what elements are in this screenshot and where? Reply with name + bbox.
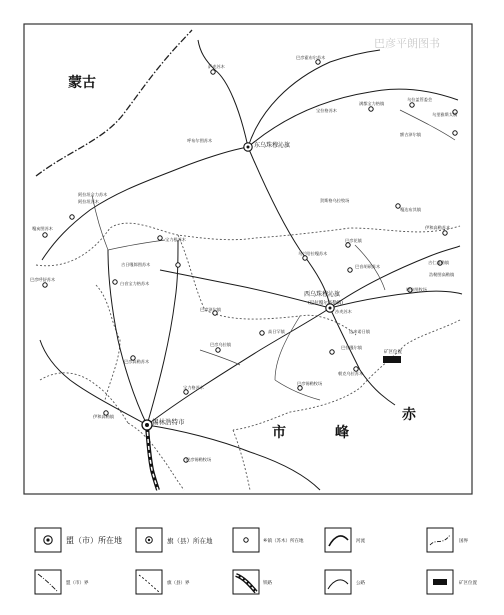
place-label: 宝力根苏木 <box>165 237 186 242</box>
mine-label: 矿区位置 <box>384 350 402 355</box>
city-label-xilinhot: 锡林浩特市 <box>152 418 185 426</box>
legend-swatch-highway <box>325 570 351 594</box>
legend-label-league-boundary: 盟（市）界 <box>66 581 89 586</box>
place-label: 巴音胡硕苏木 <box>355 264 381 269</box>
place-label: 乌拉盖管委会 <box>407 97 433 102</box>
place-label: 浩勒图高勒镇 <box>429 272 455 277</box>
legend-label-national-boundary: 国界 <box>459 539 468 544</box>
region-label-shi: 市 <box>272 425 286 441</box>
place-label: 巴彦霍布尔苏木 <box>296 55 326 60</box>
place-label: 宝力格苏木 <box>183 385 204 390</box>
place-label: 阿拉坦合力苏木 <box>78 192 108 197</box>
place-label: 嘎达布其镇 <box>400 207 421 212</box>
legend-label-township: 乡镇（苏木）所在地 <box>263 539 304 544</box>
city-sublabel-xiwu: (巴拉嘎尔高勒镇) <box>308 301 344 306</box>
place-label: 高日罕镇 <box>268 329 285 334</box>
place-label: 萨麦苏木 <box>208 64 225 69</box>
legend-label-railway: 铁路 <box>263 581 272 586</box>
mine-location-marker <box>383 356 401 363</box>
banner-seat-marker-dongwu <box>244 143 252 151</box>
place-label: 嘎亥图苏木 <box>32 226 53 231</box>
place-label: 朝克乌拉苏木 <box>338 371 364 376</box>
region-label-mongolia: 蒙古 <box>68 75 96 91</box>
region-label-feng: 峰 <box>335 425 349 441</box>
place-label: 巴彦呼舒苏木 <box>30 277 56 282</box>
place-label: 呼布尔图苏木 <box>187 138 213 143</box>
legend-label-league-seat: 盟（市）所在地 <box>66 536 122 545</box>
legend-label-highway: 公路 <box>356 581 365 586</box>
legend-label-banner-boundary: 旗（县）界 <box>167 581 190 586</box>
place-label: 额吉淖尔镇 <box>400 132 421 137</box>
place-label: 巴彦高勒苏木 <box>124 359 150 364</box>
legend-swatch-national-boundary <box>427 528 453 552</box>
place-label: 巴拉嘎尔镇 <box>341 345 362 350</box>
corner-title: 巴彦平朗图书 <box>374 37 440 50</box>
place-label: 吉仁高勒镇 <box>428 260 449 265</box>
place-label: 巴彦锡勒牧场 <box>186 457 212 462</box>
place-label: 乌兰哈拉嘎苏木 <box>298 251 328 256</box>
place-label: 沙麦苏木 <box>335 309 352 314</box>
league-seat-marker-xilinhot <box>142 420 152 430</box>
place-label: 宝拉格苏木 <box>316 108 337 113</box>
place-label: 阿拉坦苏木 <box>78 199 99 204</box>
place-label: 贺斯格乌拉牧场 <box>320 198 350 203</box>
city-label-xiwu: 西乌珠穆沁旗 <box>304 291 341 298</box>
legend-swatch-banner-boundary <box>136 570 162 594</box>
city-label-dongwu: 东乌珠穆沁旗 <box>254 142 291 149</box>
legend-label-mine: 矿区位置 <box>459 581 477 586</box>
place-label: 哈拉图牧场 <box>406 287 427 292</box>
region-label-chi: 赤 <box>402 407 416 423</box>
place-label: 伊和高勒苏木 <box>425 225 451 230</box>
place-label: 达来诺日镇 <box>349 329 370 334</box>
place-label: 乌里雅斯太镇 <box>432 112 458 117</box>
place-label: 白音宝力格苏木 <box>120 281 150 286</box>
place-label: 巴彦花镇 <box>345 238 362 243</box>
place-label: 伊和高勒镇 <box>93 414 114 419</box>
legend-label-river: 河流 <box>356 539 365 544</box>
place-label: 满都宝力格镇 <box>359 101 385 106</box>
place-label: 巴彦乌拉镇 <box>210 342 231 347</box>
place-label: 吉日嘎郎图苏木 <box>121 262 151 267</box>
place-label: 巴彦锡勒牧场 <box>297 381 323 386</box>
place-label: 巴彦淖尔镇 <box>200 307 221 312</box>
legend-label-banner-seat: 旗（县）所在地 <box>167 537 213 545</box>
